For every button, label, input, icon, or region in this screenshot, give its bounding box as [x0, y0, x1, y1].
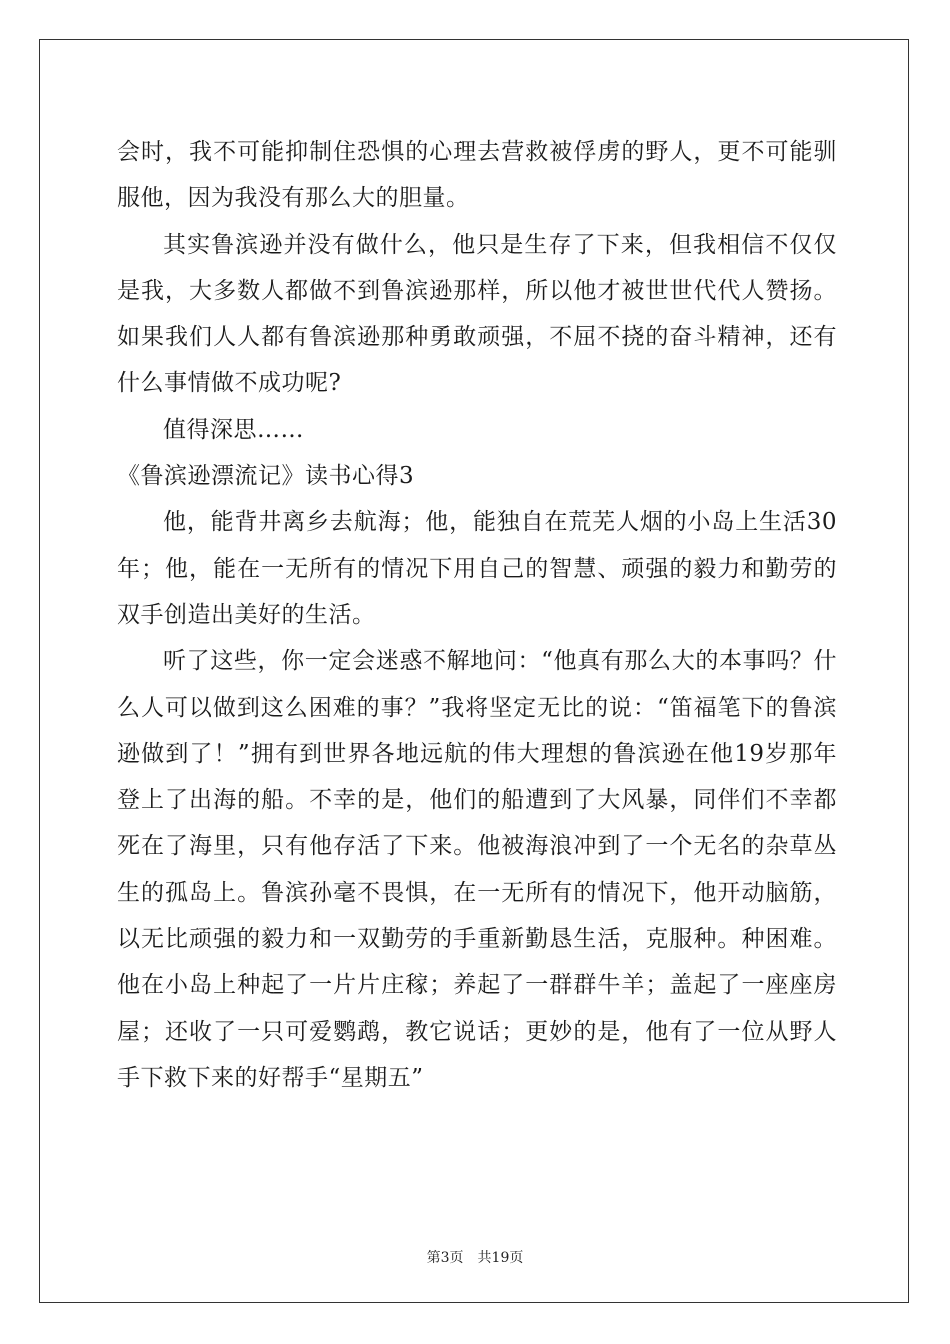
total-pages: 共19页 — [477, 1250, 524, 1266]
section-heading: 《鲁滨逊漂流记》读书心得3 — [117, 463, 415, 490]
paragraph-6: 听了这些，你一定会迷惑不解地问：“他真有那么大的本事吗？什么人可以做到这么困难的事？”我将坚定无比的说：“笛福笔下的鲁滨逊做到了！”拥有到世界各地远航的伟大理想的鲁滨逊在他19岁那年登上了出海的船。不幸的是，他们的船遭到了大风暴，同伴们不幸都死在了海里，只有他存活了下来。他被海浪冲到了一个无名的杂草丛生的孤岛上。鲁滨孙毫不畏惧，在一无所有的情况下，他开动脑筋，以无比顽强的毅力和一双勤劳的手重新勤恳生活，克服种。种困难。他在小岛上种起了一片片庄稼；养起了一群群牛羊；盖起了一座座房屋；还收了一只可爱鹦鹉，教它说话；更妙的是，他有了一位从野人手下救下来的好帮手“星期五” — [117, 648, 837, 1091]
document-body — [117, 129, 837, 1101]
paragraph-3: 值得深思…… — [163, 416, 304, 443]
paragraph-5: 他，能背井离乡去航海；他，能独自在荒芜人烟的小岛上生活30年；他，能在一无所有的情况下用自己的智慧、顽强的毅力和勤劳的双手创造出美好的生活。 — [117, 509, 837, 628]
page-number: 第3页 — [426, 1250, 464, 1266]
page-footer — [0, 1247, 950, 1267]
paragraph-1: 会时，我不可能抑制住恐惧的心理去营救被俘虏的野人，更不可能驯服他，因为我没有那么大的胆量。 — [117, 139, 837, 212]
paragraph-2: 其实鲁滨逊并没有做什么，他只是生存了下来，但我相信不仅仅是我，大多数人都做不到鲁滨逊那样，所以他才被世世代代人赞扬。如果我们人人都有鲁滨逊那种勇敢顽强，不屈不挠的奋斗精神，还有什么事情做不成功呢? — [117, 231, 837, 397]
